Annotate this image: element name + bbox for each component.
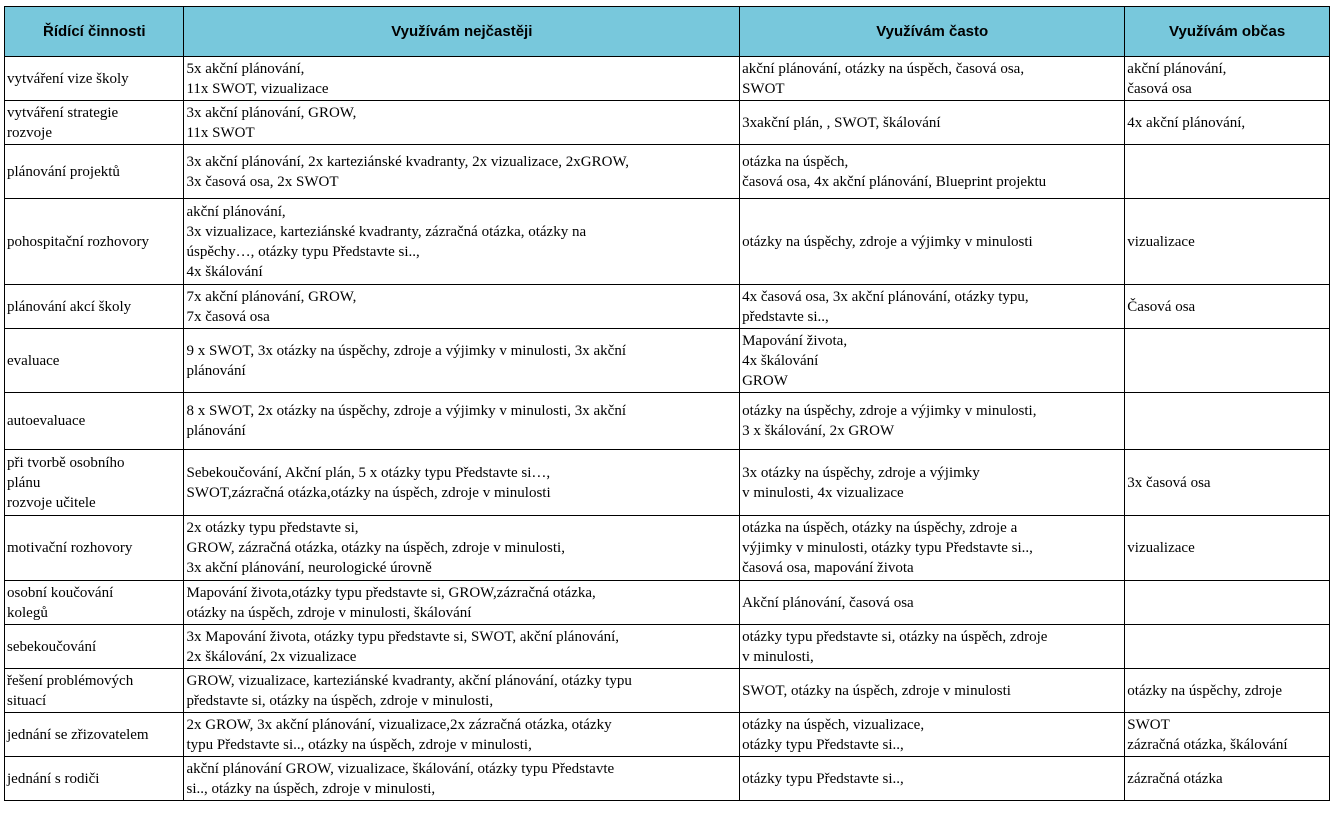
sometimes-cell: Časová osa [1125,285,1330,329]
most-often-cell: 3x Mapování života, otázky typu představte si, SWOT, akční plánování, 2x škálování, 2x vizualizace [184,625,740,669]
most-often-cell: GROW, vizualizace, karteziánské kvadranty, akční plánování, otázky typu představte si, otázky na úspěch, zdroje v minulosti, [184,669,740,713]
activity-cell: jednání s rodiči [5,757,184,801]
often-cell: otázka na úspěch, otázky na úspěchy, zdroje a výjimky v minulosti, otázky typu Představte si.., časová osa, mapování života [740,516,1125,581]
table-row [5,516,1330,581]
table-row [5,581,1330,625]
table-row [5,101,1330,145]
most-often-cell: Sebekoučování, Akční plán, 5 x otázky typu Představte si…, SWOT,zázračná otázka,otázky na úspěch, zdroje v minulosti [184,450,740,516]
often-cell: SWOT, otázky na úspěch, zdroje v minulosti [740,669,1125,713]
most-often-cell: 2x otázky typu představte si, GROW, zázračná otázka, otázky na úspěch, zdroje v minulosti, 3x akční plánování, neurologické úrovně [184,516,740,581]
most-often-cell: 3x akční plánování, 2x karteziánské kvadranty, 2x vizualizace, 2xGROW, 3x časová osa, 2x SWOT [184,145,740,199]
header-cell: Využívám nejčastěji [184,7,740,57]
activities-table [4,6,1330,801]
activity-cell: vytváření vize školy [5,57,184,101]
header-cell: Využívám občas [1125,7,1330,57]
table-row [5,145,1330,199]
often-cell: 3xakční plán, , SWOT, škálování [740,101,1125,145]
often-cell: otázky na úspěchy, zdroje a výjimky v minulosti [740,199,1125,285]
most-often-cell: Mapování života,otázky typu představte si, GROW,zázračná otázka, otázky na úspěch, zdroje v minulosti, škálování [184,581,740,625]
often-cell: 4x časová osa, 3x akční plánování, otázky typu, představte si.., [740,285,1125,329]
sometimes-cell: otázky na úspěchy, zdroje [1125,669,1330,713]
header-row [5,7,1330,57]
sometimes-cell: vizualizace [1125,516,1330,581]
often-cell: otázky na úspěchy, zdroje a výjimky v minulosti, 3 x škálování, 2x GROW [740,393,1125,450]
header-cell: Řídící činnosti [5,7,184,57]
activity-cell: vytváření strategie rozvoje [5,101,184,145]
activity-cell: řešení problémových situací [5,669,184,713]
sometimes-cell: zázračná otázka [1125,757,1330,801]
table-row [5,57,1330,101]
sometimes-cell: 3x časová osa [1125,450,1330,516]
sometimes-cell [1125,581,1330,625]
activity-cell: plánování akcí školy [5,285,184,329]
activity-cell: pohospitační rozhovory [5,199,184,285]
sometimes-cell: SWOT zázračná otázka, škálování [1125,713,1330,757]
most-often-cell: 3x akční plánování, GROW, 11x SWOT [184,101,740,145]
table-container [4,6,1330,801]
often-cell: Akční plánování, časová osa [740,581,1125,625]
often-cell: 3x otázky na úspěchy, zdroje a výjimky v minulosti, 4x vizualizace [740,450,1125,516]
table-row [5,713,1330,757]
header-cell: Využívám často [740,7,1125,57]
table-row [5,669,1330,713]
often-cell: otázka na úspěch, časová osa, 4x akční plánování, Blueprint projektu [740,145,1125,199]
most-often-cell: 5x akční plánování, 11x SWOT, vizualizace [184,57,740,101]
table-row [5,329,1330,393]
table-row [5,285,1330,329]
activity-cell: autoevaluace [5,393,184,450]
often-cell: otázky na úspěch, vizualizace, otázky typu Představte si.., [740,713,1125,757]
activity-cell: motivační rozhovory [5,516,184,581]
activity-cell: jednání se zřizovatelem [5,713,184,757]
activity-cell: evaluace [5,329,184,393]
most-often-cell: akční plánování, 3x vizualizace, karteziánské kvadranty, zázračná otázka, otázky na úspěchy…, otázky typu Představte si.., 4x škálování [184,199,740,285]
sometimes-cell: vizualizace [1125,199,1330,285]
most-often-cell: 8 x SWOT, 2x otázky na úspěchy, zdroje a výjimky v minulosti, 3x akční plánování [184,393,740,450]
sometimes-cell [1125,329,1330,393]
often-cell: akční plánování, otázky na úspěch, časová osa, SWOT [740,57,1125,101]
activity-cell: osobní koučování kolegů [5,581,184,625]
activity-cell: při tvorbě osobního plánu rozvoje učitele [5,450,184,516]
sometimes-cell [1125,145,1330,199]
activity-cell: plánování projektů [5,145,184,199]
table-row [5,199,1330,285]
often-cell: Mapování života, 4x škálování GROW [740,329,1125,393]
most-often-cell: 7x akční plánování, GROW, 7x časová osa [184,285,740,329]
table-row [5,450,1330,516]
activity-cell: sebekoučování [5,625,184,669]
sometimes-cell: 4x akční plánování, [1125,101,1330,145]
table-row [5,393,1330,450]
sometimes-cell [1125,393,1330,450]
table-row [5,625,1330,669]
most-often-cell: 9 x SWOT, 3x otázky na úspěchy, zdroje a výjimky v minulosti, 3x akční plánování [184,329,740,393]
most-often-cell: 2x GROW, 3x akční plánování, vizualizace,2x zázračná otázka, otázky typu Představte si.., otázky na úspěch, zdroje v minulosti, [184,713,740,757]
sometimes-cell [1125,625,1330,669]
sometimes-cell: akční plánování, časová osa [1125,57,1330,101]
often-cell: otázky typu Představte si.., [740,757,1125,801]
most-often-cell: akční plánování GROW, vizualizace, škálování, otázky typu Představte si.., otázky na úspěch, zdroje v minulosti, [184,757,740,801]
often-cell: otázky typu představte si, otázky na úspěch, zdroje v minulosti, [740,625,1125,669]
table-row [5,757,1330,801]
